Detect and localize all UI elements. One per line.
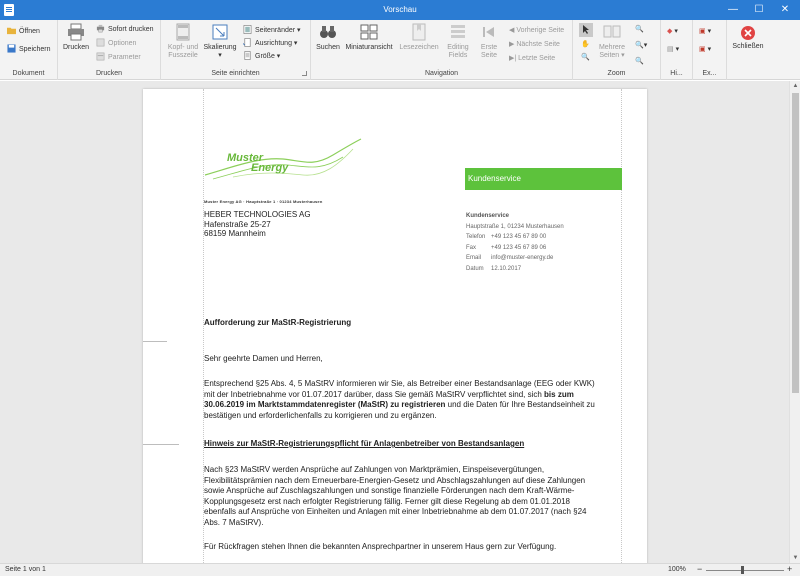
watermark-icon: ▤ xyxy=(667,46,674,53)
group-label-ex: Ex... xyxy=(702,70,717,77)
zoom-button[interactable] xyxy=(635,40,647,52)
close-preview-button[interactable] xyxy=(729,25,767,51)
group-label-seite: Seite einrichten xyxy=(211,70,260,77)
print-label: Drucken xyxy=(62,44,90,51)
multiple-pages-button[interactable]: Mehrere Seiten ▾ xyxy=(595,22,629,60)
maximize-button[interactable]: ☐ xyxy=(754,4,764,15)
close-preview-label: Schließen xyxy=(732,43,764,50)
contact-row xyxy=(466,264,564,275)
ribbon xyxy=(0,20,800,80)
thumbnails-label: Miniaturansicht xyxy=(345,44,393,51)
parameters-label: Parameter xyxy=(108,54,141,61)
group-label-drucken: Drucken xyxy=(95,70,123,77)
fold-mark-1 xyxy=(143,341,167,342)
margins-icon xyxy=(243,25,252,34)
editing-fields-button[interactable] xyxy=(443,22,473,60)
status-bar xyxy=(0,563,800,576)
scaling-icon xyxy=(210,22,230,42)
previous-page-label: Vorherige Seite xyxy=(516,27,565,34)
save-button[interactable] xyxy=(7,44,51,56)
group-close xyxy=(727,20,769,80)
page-info: Seite 1 von 1 xyxy=(5,566,46,573)
group-export xyxy=(693,20,727,80)
export-button[interactable]: ▣ ▾ xyxy=(699,28,712,35)
folder-icon xyxy=(7,26,16,35)
export-icon: ▣ xyxy=(699,28,706,35)
recipient-line: Hafenstraße 25-27 xyxy=(204,219,271,229)
first-page-label-2: Seite xyxy=(481,52,497,59)
bookmarks-label: Lesezeichen xyxy=(399,44,439,51)
header-footer-icon xyxy=(173,22,193,42)
vertical-scrollbar[interactable] xyxy=(789,81,800,563)
contact-heading: Kundenservice xyxy=(466,213,510,219)
size-button[interactable]: Größe ▾ xyxy=(243,51,280,63)
previous-page-icon: ◀ xyxy=(509,27,517,34)
watermark-button[interactable]: ▤ ▾ xyxy=(667,46,680,53)
first-page-label-1: Erste xyxy=(480,44,498,51)
paragraph-1-text-b: und die Daten für Ihre Bestandseinheit zu bestätigen und erforderlichenfalls zu korrigieren und zu ergänzen. xyxy=(204,400,595,420)
quick-print-button[interactable] xyxy=(96,24,154,36)
editing-fields-icon xyxy=(448,22,468,42)
zoom-slider-minus[interactable]: − xyxy=(697,564,703,574)
printer-icon xyxy=(66,22,86,42)
contact-value: info@muster-energy.de xyxy=(491,255,554,262)
contact-block xyxy=(466,211,564,275)
logo-text-muster: Muster xyxy=(227,152,264,164)
zoom-slider-plus[interactable]: + xyxy=(787,564,793,574)
letter-subject: Aufforderung zur MaStR-Registrierung xyxy=(204,318,352,327)
group-seite-einrichten xyxy=(161,20,311,80)
scaling-label: Skalierung xyxy=(203,44,237,51)
paragraph-1-text-a: Entsprechend §25 Abs. 4, 5 MaStRV informieren wir Sie, als Betreiber einer Bestandsanlage (EEG oder KWK) mit der Inbetriebnahme vor 01.07.2017 darüber, dass Sie gemäß MaStRV verpflichtet sind, sich xyxy=(204,379,595,399)
page-setup-launcher[interactable] xyxy=(302,71,307,76)
scaling-button[interactable]: Skalierung ▾ xyxy=(203,22,237,60)
margins-label: Seitenränder xyxy=(255,27,296,34)
document-viewport[interactable] xyxy=(0,81,789,563)
close-window-button[interactable]: ✕ xyxy=(780,4,790,15)
open-button[interactable] xyxy=(7,26,40,38)
group-label-hi: Hi... xyxy=(670,70,683,77)
group-hintergrund xyxy=(661,20,693,80)
group-navigation xyxy=(311,20,573,80)
paragraph-1-bold: bis zum 30.06.2019 im Marktstammdatenregister (MaStR) zu registrieren xyxy=(204,389,574,409)
document-page xyxy=(143,89,647,563)
zoom-slider-thumb[interactable] xyxy=(741,566,744,574)
hand-icon: ✋ xyxy=(581,41,590,48)
letter-paragraph-3: Für Rückfragen stehen Ihnen die bekannten Ansprechpartner in unserem Haus gern zur Verfügung. xyxy=(204,542,557,551)
options-button[interactable] xyxy=(96,38,136,50)
multiple-pages-label-2: Seiten xyxy=(599,52,620,59)
magnifier-icon: 🔍 xyxy=(581,54,590,61)
group-drucken xyxy=(58,20,161,80)
quick-print-label: Sofort drucken xyxy=(108,26,154,33)
first-page-button[interactable] xyxy=(475,22,503,60)
orientation-label: Ausrichtung xyxy=(255,40,292,47)
group-label-zoom: Zoom xyxy=(607,70,626,77)
editing-fields-label-1: Editing xyxy=(447,44,469,51)
contact-value: 12.10.2017 xyxy=(491,265,522,272)
pointer-icon xyxy=(582,25,590,35)
next-page-label: Nächste Seite xyxy=(516,41,560,48)
group-zoom xyxy=(573,20,661,80)
options-icon xyxy=(96,38,105,47)
magnifier-tool-button[interactable] xyxy=(581,52,590,64)
contact-row xyxy=(466,253,564,264)
company-logo xyxy=(203,137,363,187)
send-button[interactable]: ▣ ▾ xyxy=(699,46,712,53)
contact-label: Telefon xyxy=(466,234,486,241)
last-page-icon: ▶| xyxy=(509,55,519,62)
pointer-tool-button[interactable] xyxy=(579,23,593,37)
previous-page-button[interactable] xyxy=(509,25,564,37)
letter-paragraph-1 xyxy=(204,379,600,421)
thumbnails-icon xyxy=(359,22,379,42)
letter-heading-2: Hinweis zur MaStR-Registrierungspflicht für Anlagenbetreiber von Bestandsanlagen xyxy=(204,439,525,448)
thumbnails-button[interactable] xyxy=(345,22,393,52)
letter-greeting: Sehr geehrte Damen und Herren, xyxy=(204,354,323,363)
margins-button[interactable]: Seitenränder ▾ xyxy=(243,25,301,37)
letter-paragraph-2: Nach §23 MaStRV werden Ansprüche auf Zahlungen von Marktprämien, Einspeisevergütungen, Flexibilitätsprämien nach dem Erneuerbare-Energien-Gesetz und Abschlagszahlungen auf diese Zahlungen sowie Ansprüche auf Zuschlagszahlungen und sonstige finanzielle Förderungen nach dem Kraft-Wärme-Kopplungsgesetz erst nach erfolgter Registrierung fällig. Ferner gilt diese Regelung ab dem 01.01.2018 ebenfalls auf Ansprüche von Einheiten und Anlagen mit einer Inbetriebnahme ab dem 01.07.2017 (nach §24 Abs. 7 MaStRV). xyxy=(204,465,587,527)
group-dokument xyxy=(0,20,58,80)
contact-value: +49 123 45 67 89 06 xyxy=(491,244,547,251)
header-footer-label-1: Kopf- und xyxy=(167,44,199,51)
contact-row xyxy=(466,232,564,243)
save-label: Speichern xyxy=(19,46,51,53)
quick-printer-icon xyxy=(96,24,105,33)
group-label-dokument: Dokument xyxy=(12,70,45,77)
scroll-up-arrow[interactable]: ▲ xyxy=(792,83,799,89)
last-page-label: Letzte Seite xyxy=(518,55,556,62)
zoom-icon: 🔍▾ xyxy=(635,42,648,49)
recipient-address xyxy=(204,210,311,239)
contact-label: Email xyxy=(466,255,482,262)
search-label: Suchen xyxy=(316,44,340,51)
contact-label: Datum xyxy=(466,265,484,272)
recipient-line: 68159 Mannheim xyxy=(204,229,266,238)
bookmarks-icon xyxy=(409,22,429,42)
print-button[interactable] xyxy=(61,22,91,52)
scroll-down-arrow[interactable]: ▼ xyxy=(792,555,799,561)
margin-guide-right xyxy=(621,89,622,563)
contact-value: +49 123 45 67 89 00 xyxy=(491,234,547,241)
zoom-level: 100% xyxy=(668,566,686,573)
fold-mark-2 xyxy=(143,444,179,445)
open-label: Öffnen xyxy=(19,28,40,35)
multiple-pages-icon xyxy=(602,22,622,42)
logo-text-energy: Energy xyxy=(251,162,289,174)
header-footer-button[interactable] xyxy=(165,22,201,60)
multiple-pages-label-1: Mehrere xyxy=(598,44,626,51)
contact-address: Hauptstraße 1, 01234 Musterhausen xyxy=(466,223,564,230)
bookmarks-button[interactable] xyxy=(397,22,441,52)
close-circle-icon xyxy=(740,25,756,41)
binoculars-icon xyxy=(318,22,338,42)
window-title: Vorschau xyxy=(383,5,417,14)
last-page-button[interactable] xyxy=(509,53,555,65)
first-page-icon xyxy=(479,22,499,42)
minimize-button[interactable]: — xyxy=(728,4,738,15)
page-size-icon xyxy=(243,51,252,60)
orientation-button[interactable]: Ausrichtung ▾ xyxy=(243,38,297,50)
send-icon: ▣ xyxy=(699,46,706,53)
orientation-icon xyxy=(243,38,252,47)
zoom-out-icon: 🔍 xyxy=(635,26,644,33)
zoom-slider-track[interactable] xyxy=(706,570,784,571)
contact-row xyxy=(466,243,564,254)
save-icon xyxy=(7,44,16,53)
title-bar xyxy=(0,0,800,20)
parameters-button[interactable] xyxy=(96,52,141,64)
recipient-line: HEBER TECHNOLOGIES AG xyxy=(204,210,311,219)
group-label-navigation: Navigation xyxy=(424,70,459,77)
search-button[interactable] xyxy=(313,22,343,52)
next-page-icon: ▶ xyxy=(509,41,517,48)
header-footer-label-2: Fusszeile xyxy=(168,52,198,59)
zoom-out-button[interactable] xyxy=(635,24,644,36)
next-page-button[interactable] xyxy=(509,39,560,51)
parameters-icon xyxy=(96,52,105,61)
scrollbar-thumb[interactable] xyxy=(792,93,799,393)
kundenservice-bar: Kundenservice xyxy=(465,168,622,190)
contact-label: Fax xyxy=(466,244,477,251)
options-label: Optionen xyxy=(108,40,137,47)
page-color-button[interactable]: ◆ ▾ xyxy=(667,28,678,35)
editing-fields-label-2: Fields xyxy=(448,52,468,59)
size-label: Größe xyxy=(255,53,275,60)
sender-line: Muster Energy AG · Hauptstraße 1 · 01234 Musterhausen xyxy=(204,199,323,204)
zoom-in-button[interactable] xyxy=(635,56,644,68)
hand-tool-button[interactable] xyxy=(581,39,590,51)
paint-bucket-icon: ◆ xyxy=(667,28,673,35)
zoom-in-icon: 🔍 xyxy=(635,58,644,65)
